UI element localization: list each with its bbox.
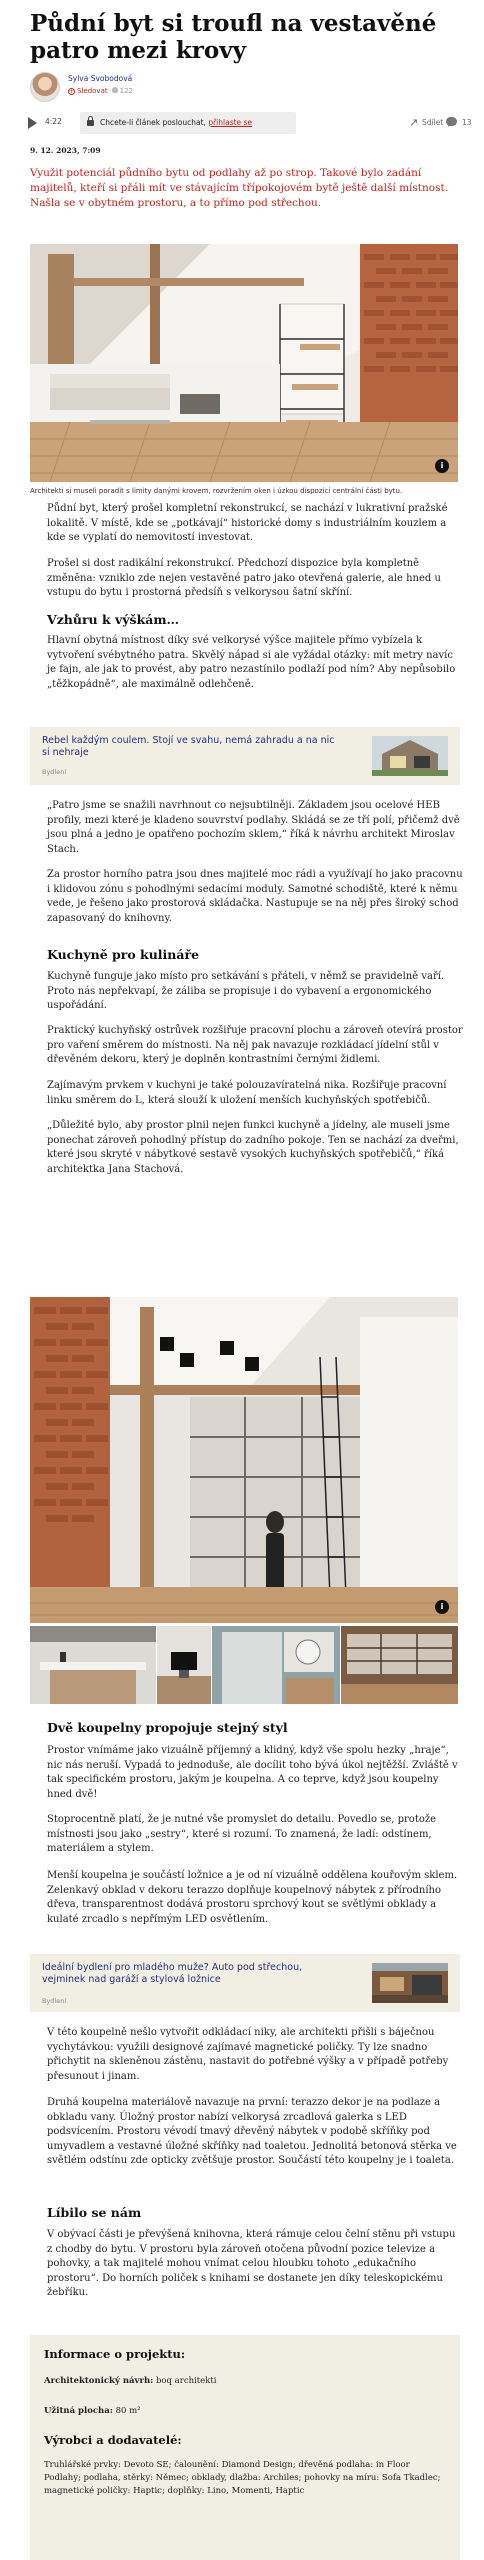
- photo-thumbnail-strip: [30, 1626, 458, 1704]
- paragraph: Kuchyně funguje jako místo pro setkávání s přáteli, v němž se pravidelně vaří. Proto nás nepřekvapí, že záliba se propisuje i do vybavení a ergonomického uspořádání.: [47, 971, 445, 1011]
- share-button[interactable]: Sdílet: [422, 118, 444, 127]
- author-meta: [68, 87, 133, 95]
- kitchen-photo[interactable]: [30, 1297, 458, 1623]
- audio-promo-text: Chcete-li článek poslouchat,: [100, 118, 206, 127]
- info-area: [44, 2405, 448, 2418]
- paragraph: Hlavní obytná místnost díky své velkorysé výšce majitele přímo vybízela k vytvoření svébytného patra. Skvělý nápad si ale vyžádal otázky: mít metry navíc je fajn, ale jak to provést, aby patro nezastínilo podlaží pod ním? Aby nepůsobilo „těžkopádně“, ale maximálně odlehčeně.: [47, 635, 456, 690]
- related-article-teaser[interactable]: [30, 727, 460, 785]
- teaser-source: Bydlení: [42, 1997, 67, 2005]
- photo-thumbnail[interactable]: [30, 1626, 156, 1704]
- author-avatar[interactable]: [30, 72, 60, 102]
- section-heading: Dvě koupelny propojuje stejný styl: [47, 1720, 288, 1735]
- photo-info-icon[interactable]: i: [435, 459, 449, 473]
- section-heading: Vzhůru k výškám…: [47, 612, 180, 627]
- thumbnail-kitchen-detail: [157, 1626, 211, 1704]
- photo-thumbnail[interactable]: [212, 1626, 340, 1704]
- login-link[interactable]: přihlaste se: [208, 118, 253, 127]
- follower-count: 122: [119, 87, 133, 95]
- teaser-source: Bydlení: [42, 768, 67, 776]
- photo-thumbnail[interactable]: [157, 1626, 211, 1704]
- paragraph: Praktický kuchyňský ostrůvek rozšiřuje pracovní plochu a zároveň otevírá prostor pro vaření směrem do místnosti. Na něj pak navazuje rozkládací jídelní stůl v dřevěném dekoru, který je doplněn kontrastními černými židlemi.: [47, 1025, 463, 1065]
- paragraph: Zajímavým prvkem v kuchyni je také polouzavíratelná nika. Rozšiřuje pracovní linku směrem do L, která slouží k uložení menších kuchyňských spotřebičů.: [47, 1080, 447, 1106]
- section-heading: Kuchyně pro kulináře: [47, 947, 200, 962]
- comment-icon[interactable]: [446, 117, 457, 126]
- hero-photo[interactable]: [30, 244, 458, 482]
- info-title: Informace o projektu:: [44, 2347, 186, 2361]
- followers-icon: [112, 87, 118, 93]
- audio-toolbar: [28, 112, 472, 134]
- paragraph: „Patro jsme se snažili navrhnout co nejsubtilněji. Základem jsou ocelové HEB profily, mezi které je kladeno souvrství podlahy. Skládá se ze tří polí, přičemž dvě jsou plná a jedno je opatřeno pochozím sklem,“ říká k návrhu architekt Miroslav Stach.: [47, 800, 460, 855]
- related-article-teaser[interactable]: [30, 1954, 460, 2012]
- follow-button[interactable]: Sledovat: [77, 87, 108, 95]
- paragraph: Prostor vnímáme jako vizuálně příjemný a klidný, když vše spolu hezky „hraje“, nic nás neruší. Vypadá to jednoduše, ale docílit toho bývá úkol nejtěžší. Zvláště v tak specifickém prostoru, jakým je koupelna. A co teprve, když jsou koupelny hned dvě!: [47, 1745, 458, 1800]
- paragraph: V této koupelně nešlo vytvořit odkládací niky, ale architekti přišli s báječnou vychytávkou: využili designové zajímavé magnetické poličky. Ty lze snadno přichytit na skleněnou zástěnu, nastavit do potřebné výšky a v případě potřeby přesunout i jinam.: [47, 2027, 449, 2082]
- author-name[interactable]: Sylva Svobodová: [68, 74, 133, 83]
- teaser-thumbnail[interactable]: [372, 1963, 448, 2003]
- audio-login-promo: [80, 112, 296, 134]
- project-info-box: [30, 2335, 460, 2560]
- paragraph: V obývací části je převýšená knihovna, která rámuje celou čelní stěnu při vstupu z chodby do bytu. V prostoru byla zároveň otočena původní pozice televize a pohovky, a tak majitelé mohou vnímat celou hloubku tohoto „edukačního prostoru“. Do horních poliček s knihami se dostanete jen díky teleskopickému žebříku.: [47, 2229, 456, 2298]
- photo-info-icon[interactable]: i: [435, 1600, 449, 1614]
- info-architect: [44, 2375, 448, 2388]
- suppliers-title: Výrobci a dodavatelé:: [44, 2433, 182, 2447]
- teaser-title[interactable]: Rebel každým coulem. Stojí ve svahu, nemá zahradu a na nic si nehraje: [42, 735, 335, 758]
- comment-count[interactable]: 13: [462, 118, 472, 127]
- article-perex: Využit potenciál půdního bytu od podlahy až po strop. Takové bylo zadání majitelů, kteří si přáli mít ve stávajícím třípokojovém bytě ještě další místnost. Našla se v obytném prostoru, a to přímo pod střechou.: [30, 167, 449, 209]
- thumbnail-living-room: [341, 1626, 458, 1704]
- share-icon[interactable]: ↗: [409, 116, 419, 129]
- teaser-thumbnail[interactable]: [372, 736, 448, 776]
- publish-date: 9. 12. 2023, 7:09: [30, 146, 101, 155]
- info-architect-label: Architektonický návrh:: [44, 2376, 154, 2386]
- paragraph: Stoprocentně platí, že je nutné vše promyslet do detailu. Povedlo se, protože místnosti jsou jako „sestry“, které si rozumí. To znamená, že ladí: odstínem, materiálem a stylem.: [47, 1814, 437, 1854]
- paragraph: Za prostor horního patra jsou dnes majitelé moc rádi a využívají ho jako pracovnu i klidovou zónu s pohodlnými sedacími moduly. Samotné schodiště, které k němu vede, je řešeno jako prostorová skládačka. Nastupuje se na něj přes široký schod zapasovaný do knihovny.: [47, 869, 463, 924]
- kitchen-photo-illustration: [30, 1297, 458, 1623]
- author-row: [30, 72, 460, 106]
- paragraph: Menší koupelna je součástí ložnice a je od ní vizuálně oddělena kouřovým sklem. Zelenkavý obklad v dekoru terazzo doplňuje koupelnový nábytek z přírodního dřeva, transparentnost dodává prostoru sprchový kout se světlými obklady a kulaté zrcadlo s nepřímým LED osvětlením.: [47, 1870, 458, 1925]
- section-heading: Líbilo se nám: [47, 2205, 142, 2220]
- info-area-value: 80 m²: [115, 2406, 141, 2416]
- plus-icon: +: [69, 88, 75, 95]
- article-title: Půdní byt si troufl na vestavěné patro mezi krovy: [30, 10, 437, 64]
- thumbnail-bathroom-2: [212, 1626, 340, 1704]
- suppliers-list: Truhlářské prvky: Devoto SE; čalounění: Diamond Design; dřevěná podlaha: in Floor Podlahy; podlaha, stěrky: Němec; obklady, dlažba: Archiles; pohovky na míru: Sofa Tkadlec; magnetické poličky: Haptic; doplňky: Lino, Momenti, Haptic: [44, 2460, 441, 2496]
- hero-photo-illustration: [30, 244, 458, 482]
- teaser-thumbnail-image: [372, 736, 448, 776]
- info-area-label: Užitná plocha:: [44, 2406, 113, 2416]
- hero-caption: Architekti si museli poradit s limity danými krovem, rozvržením oken i úzkou dispozicí centrální části bytu.: [30, 487, 403, 495]
- thumbnail-bathroom: [30, 1626, 156, 1704]
- lock-icon: [87, 120, 94, 126]
- info-architect-value: boq architekti: [155, 2376, 217, 2386]
- play-icon[interactable]: [28, 117, 37, 129]
- teaser-title[interactable]: Ideální bydlení pro mladého muže? Auto pod střechou, vejminek nad garáží a stylová ložnice: [42, 1962, 303, 1985]
- paragraph: Druhá koupelna materiálově navazuje na první: terazzo dekor je na podlaze a obkladu vany. Úložný prostor nabízí velkorysá zrcadlová galerka s LED podsvícením. Prostoru vévodí tmavý dřevěný nábytek v podobě skříňky pod umyvadlem a vestavné úložné skříňky nad toaletou. Jednolitá betonová stěrka ve světlém odstínu zde opticky zvětšuje prostor. Součástí této koupelny je i toaleta.: [47, 2097, 457, 2166]
- audio-duration: 4:22: [45, 117, 62, 126]
- paragraph: Prošel si dost radikální rekonstrukcí. Předchozí dispozice byla kompletně změněna: vzniklo zde nejen vestavěné patro jako otevřená galerie, ale hned u vstupu do bytu i prostorná předsíň s velkorysou šatní skříní.: [47, 558, 441, 598]
- paragraph: Půdní byt, který prošel kompletní rekonstrukcí, se nachází v lukrativní pražské lokalitě. V místě, kde se „potkávají“ historické domy s industriálním kouzlem a kde se vyplatí do nemovitostí investovat.: [47, 503, 448, 543]
- teaser-thumbnail-image: [372, 1963, 448, 2003]
- paragraph: „Důležité bylo, aby prostor plnil nejen funkci kuchyně a jídelny, ale museli jsme ponechat zároveň pohodlný přístup do zadního pokoje. Ten se nachází za dveřmi, které jsou skryté v nábytkové sestavě vysokých kuchyňských spotřebičů,“ říká architektka Jana Stachová.: [47, 1120, 459, 1175]
- photo-thumbnail[interactable]: [341, 1626, 458, 1704]
